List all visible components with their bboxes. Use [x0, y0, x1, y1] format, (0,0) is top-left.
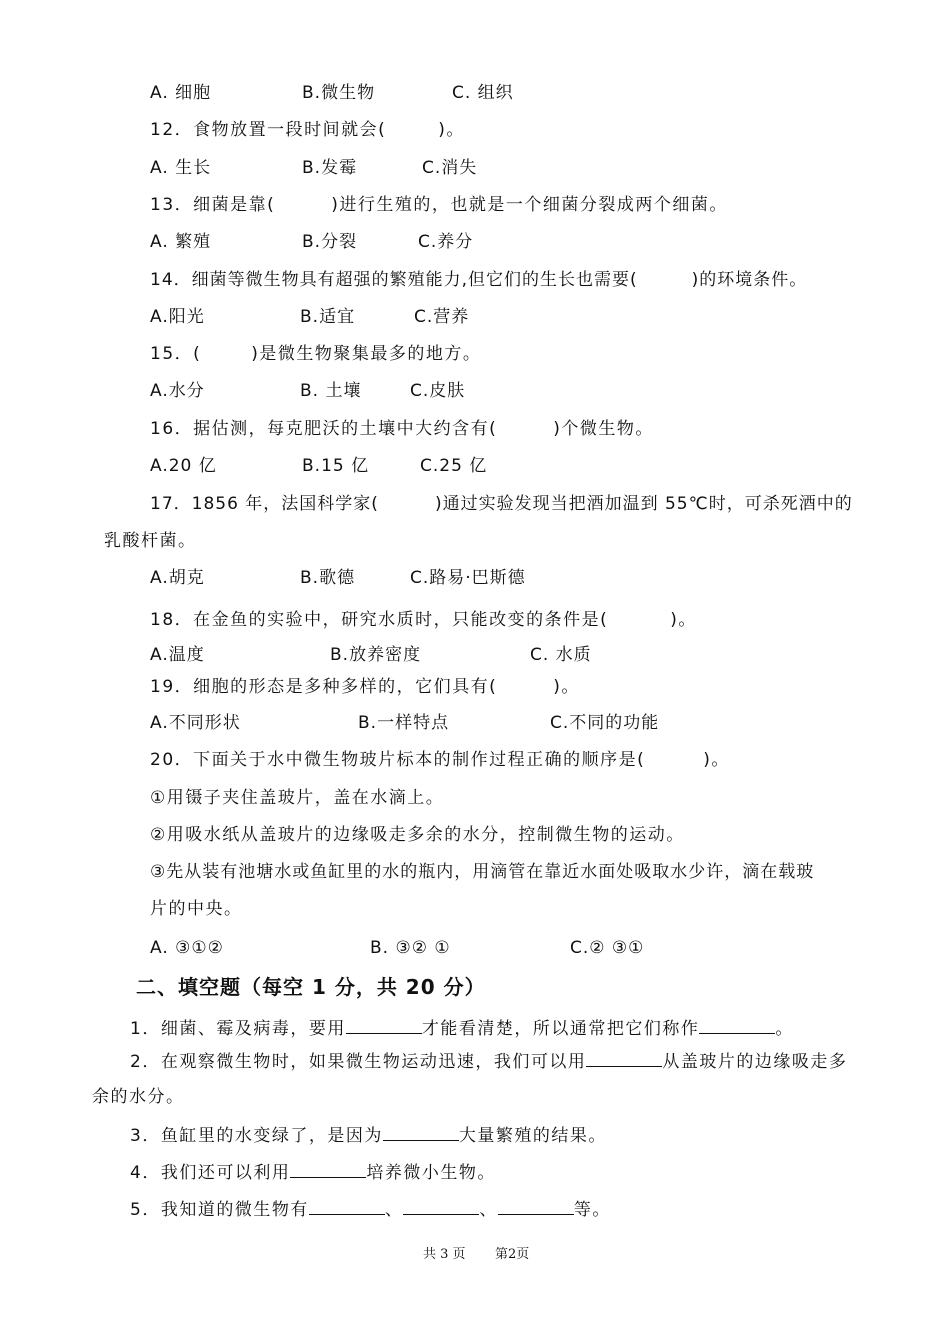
fill-5-blank-1[interactable]: [309, 1198, 385, 1215]
question-16: [150, 418, 654, 440]
fill-question-4: [130, 1161, 496, 1184]
q19-stem: 19．细胞的形态是多种多样的，它们具有(: [150, 677, 498, 697]
q20-stem: 20．下面关于水中微生物玻片标本的制作过程正确的顺序是(: [150, 750, 646, 770]
q18-stem: 18．在金鱼的实验中，研究水质时，只能改变的条件是(: [150, 610, 609, 630]
fill-question-3: [130, 1124, 607, 1147]
q19-option-b: B.一样特点: [358, 713, 450, 733]
fill-1-text-a: 1．细菌、霉及病毒，要用: [130, 1019, 346, 1039]
question-13: [150, 194, 728, 216]
fill-5-text-a: 5．我知道的微生物有: [130, 1200, 309, 1220]
q15-option-a: A.水分: [150, 381, 205, 401]
q11-option-b: B.微生物: [302, 83, 376, 103]
question-15: [150, 343, 481, 365]
question-19: [150, 676, 580, 698]
q16-option-a: A.20 亿: [150, 456, 217, 476]
section-2-title: 二、填空题（每空 1 分，共 20 分）: [136, 975, 486, 999]
fill-5-text-end: 等。: [573, 1200, 611, 1220]
q12-option-c: C.消失: [422, 158, 478, 178]
fill-question-1: [130, 1017, 794, 1040]
q12-stem: 12．食物放置一段时间就会(: [150, 120, 387, 140]
q15-option-b: B. 土壤: [300, 381, 362, 401]
q13-stem: 13．细菌是靠(: [150, 195, 276, 215]
q11-option-c: C. 组织: [452, 83, 514, 103]
q16-option-c: C.25 亿: [420, 456, 488, 476]
q12-option-b: B.发霉: [302, 158, 358, 178]
footer-total-pages: 共 3 页: [423, 1247, 466, 1262]
q14-option-b: B.适宜: [300, 307, 356, 327]
fill-2-blank-1[interactable]: [586, 1050, 662, 1067]
question-12: [150, 119, 465, 141]
q13-option-a: A. 繁殖: [150, 232, 212, 252]
q20-step-3-continued: 片的中央。: [150, 899, 243, 919]
q18-tail: )。: [670, 610, 697, 630]
q20-step-2: ②用吸水纸从盖玻片的边缘吸走多余的水分，控制微生物的运动。: [150, 825, 685, 845]
q15-stem: 15．(: [150, 344, 202, 364]
q17-option-c: C.路易·巴斯德: [410, 568, 526, 588]
fill-4-text-b: 培养微小生物。: [366, 1163, 496, 1183]
fill-5-blank-3[interactable]: [498, 1198, 574, 1215]
q13-option-b: B.分裂: [302, 232, 358, 252]
fill-3-text-b: 大量繁殖的结果。: [458, 1126, 607, 1146]
fill-5-blank-2[interactable]: [403, 1198, 479, 1215]
q18-option-a: A.温度: [150, 645, 205, 665]
fill-1-blank-1[interactable]: [346, 1017, 422, 1034]
q18-option-c: C. 水质: [530, 645, 592, 665]
q19-tail: )。: [553, 677, 580, 697]
question-17: [150, 493, 853, 515]
q11-option-a: A. 细胞: [150, 83, 212, 103]
question-17-continued: 乳酸杆菌。: [104, 531, 197, 551]
fill-5-separator-1: 、: [384, 1200, 404, 1220]
q13-tail: )进行生殖的，也就是一个细菌分裂成两个细菌。: [331, 195, 728, 215]
question-18: [150, 609, 697, 631]
q17-option-a: A.胡克: [150, 568, 205, 588]
q15-tail: )是微生物聚集最多的地方。: [251, 344, 482, 364]
fill-4-blank-1[interactable]: [290, 1161, 366, 1178]
q20-option-b: B. ③② ①: [370, 938, 451, 958]
q20-option-a: A. ③①②: [150, 938, 224, 958]
fill-question-2: [130, 1050, 847, 1073]
q20-step-3: ③先从装有池塘水或鱼缸里的水的瓶内，用滴管在靠近水面处吸取水少许，滴在载玻: [150, 862, 815, 882]
q17-stem: 17．1856 年，法国科学家(: [150, 494, 379, 514]
fill-3-blank-1[interactable]: [383, 1124, 459, 1141]
q17-tail: )通过实验发现当把酒加温到 55℃时，可杀死酒中的: [434, 494, 853, 514]
q19-option-c: C.不同的功能: [550, 713, 660, 733]
q12-option-a: A. 生长: [150, 158, 212, 178]
q14-tail: )的环境条件。: [691, 270, 808, 290]
footer-page-number: 第2页: [495, 1247, 530, 1262]
fill-question-2-continued: 余的水分。: [92, 1087, 185, 1107]
q20-step-1: ①用镊子夹住盖玻片，盖在水滴上。: [150, 788, 445, 808]
q19-option-a: A.不同形状: [150, 713, 241, 733]
fill-4-text-a: 4．我们还可以利用: [130, 1163, 291, 1183]
q17-option-b: B.歌德: [300, 568, 356, 588]
question-14: [150, 269, 807, 291]
q12-tail: )。: [438, 120, 465, 140]
q16-option-b: B.15 亿: [302, 456, 370, 476]
q16-stem: 16．据估测，每克肥沃的土壤中大约含有(: [150, 419, 498, 439]
q13-option-c: C.养分: [418, 232, 474, 252]
fill-2-text-b: 从盖玻片的边缘吸走多: [662, 1052, 848, 1072]
q16-tail: )个微生物。: [553, 419, 654, 439]
question-20: [150, 749, 730, 771]
q14-option-c: C.营养: [414, 307, 470, 327]
fill-1-text-b: 才能看清楚，所以通常把它们称作: [421, 1019, 700, 1039]
q15-option-c: C.皮肤: [410, 381, 466, 401]
q18-option-b: B.放养密度: [330, 645, 422, 665]
fill-3-text-a: 3．鱼缸里的水变绿了，是因为: [130, 1126, 383, 1146]
fill-question-5: [130, 1198, 611, 1221]
fill-1-text-c: 。: [775, 1019, 794, 1039]
q20-tail: )。: [703, 750, 730, 770]
q14-option-a: A.阳光: [150, 307, 205, 327]
q14-stem: 14．细菌等微生物具有超强的繁殖能力,但它们的生长也需要(: [150, 270, 638, 290]
fill-2-text-a: 2．在观察微生物时，如果微生物运动迅速，我们可以用: [130, 1052, 587, 1072]
q20-option-c: C.② ③①: [570, 938, 645, 958]
fill-1-blank-2[interactable]: [699, 1017, 775, 1034]
fill-5-separator-2: 、: [479, 1200, 498, 1220]
